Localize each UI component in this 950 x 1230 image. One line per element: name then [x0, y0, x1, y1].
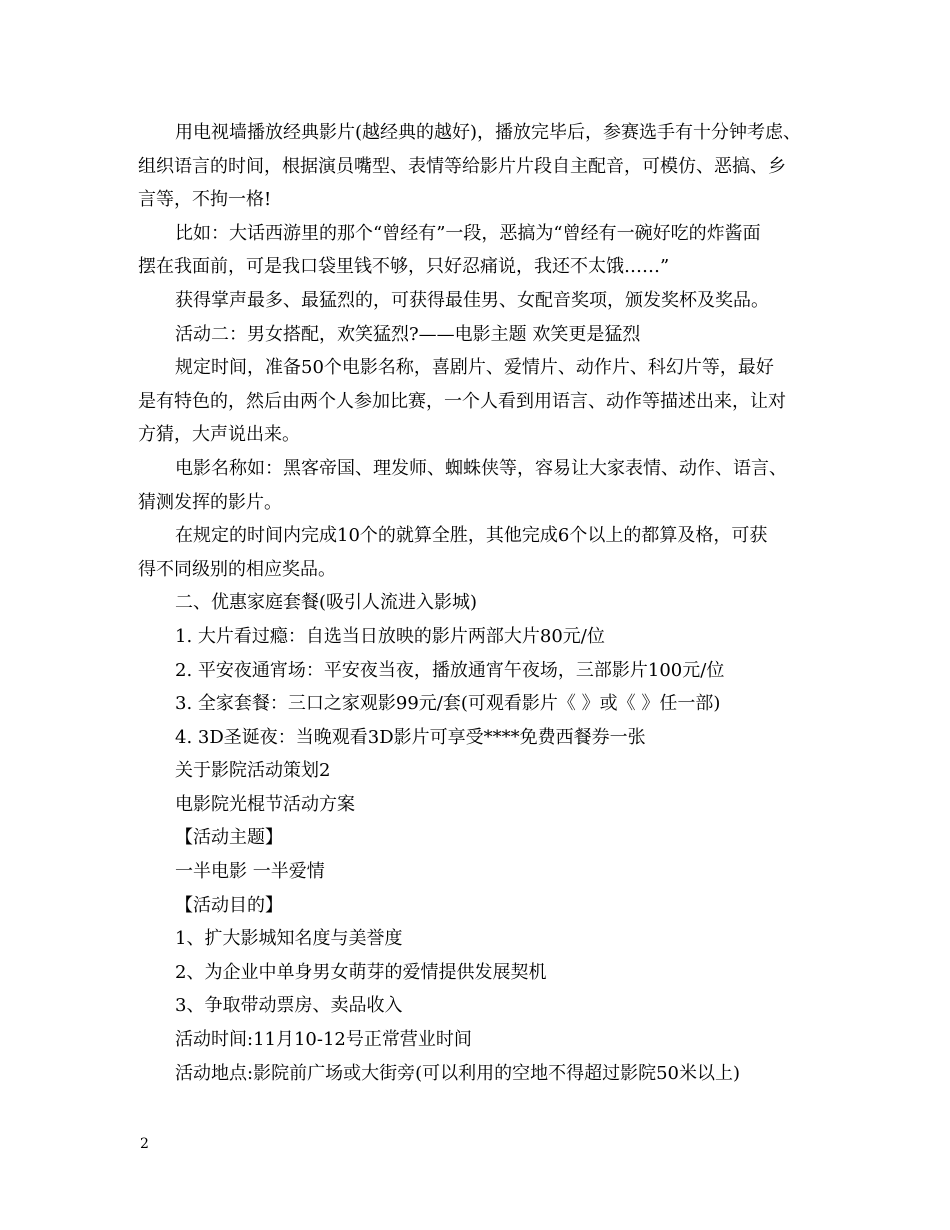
text-line: 获得掌声最多、最猛烈的，可获得最佳男、女配音奖项，颁发奖杯及奖品。	[175, 289, 769, 311]
page-number: 2	[140, 1136, 149, 1152]
text-line: 方猜，大声说出来。	[138, 424, 300, 446]
text-line: 摆在我面前，可是我口袋里钱不够，只好忍痛说，我还不太饿……”	[138, 256, 670, 278]
list-item: 2、为企业中单身男女萌芽的爱情提供发展契机	[175, 961, 547, 983]
document-body	[138, 116, 818, 1090]
text-line: 在规定的时间内完成10个的就算全胜，其他完成6个以上的都算及格，可获	[175, 525, 768, 547]
text-line: 活动时间:11月10-12号正常营业时间	[175, 1029, 472, 1051]
text-line: 组织语言的时间，根据演员嘴型、表情等给影片片段自主配音，可模仿、恶搞、乡	[138, 155, 786, 177]
text-line: 活动地点:影院前广场或大街旁(可以利用的空地不得超过影院50米以上)	[175, 1062, 741, 1084]
text-line: 是有特色的，然后由两个人参加比赛，一个人看到用语言、动作等描述出来，让对	[138, 390, 786, 412]
section-heading: 活动二：男女搭配，欢笑猛烈?——电影主题 欢笑更是猛烈	[175, 323, 641, 345]
text-line: 得不同级别的相应奖品。	[138, 558, 336, 580]
list-item: 3. 全家套餐：三口之家观影99元/套(可观看影片《 》或《 》任一部)	[175, 693, 721, 715]
list-item: 4. 3D圣诞夜：当晚观看3D影片可享受****免费西餐券一张	[175, 726, 646, 748]
section-heading: 电影院光棍节活动方案	[175, 793, 355, 815]
section-heading: 二、优惠家庭套餐(吸引人流进入影城)	[175, 592, 478, 614]
list-item: 3、争取带动票房、卖品收入	[175, 995, 403, 1017]
text-line: 一半电影 一半爱情	[175, 861, 325, 883]
text-line: 比如：大话西游里的那个“曾经有”一段，恶搞为“曾经有一碗好吃的炸酱面	[175, 222, 761, 244]
text-line: 猜测发挥的影片。	[138, 491, 282, 513]
text-line: 电影名称如：黑客帝国、理发师、蜘蛛侠等，容易让大家表情、动作、语言、	[175, 457, 787, 479]
bracket-heading: 【活动主题】	[175, 827, 283, 849]
list-item: 1. 大片看过瘾：自选当日放映的影片两部大片80元/位	[175, 625, 605, 647]
text-line: 规定时间，准备50个电影名称，喜剧片、爱情片、动作片、科幻片等，最好	[175, 357, 774, 379]
bracket-heading: 【活动目的】	[175, 894, 283, 916]
text-line: 用电视墙播放经典影片(越经典的越好)，播放完毕后，参赛选手有十分钟考虑、	[175, 122, 802, 143]
section-heading: 关于影院活动策划2	[175, 760, 331, 782]
list-item: 2. 平安夜通宵场：平安夜当夜，播放通宵午夜场，三部影片100元/位	[175, 659, 725, 681]
list-item: 1、扩大影城知名度与美誉度	[175, 928, 403, 950]
text-line: 言等，不拘一格!	[138, 189, 272, 211]
